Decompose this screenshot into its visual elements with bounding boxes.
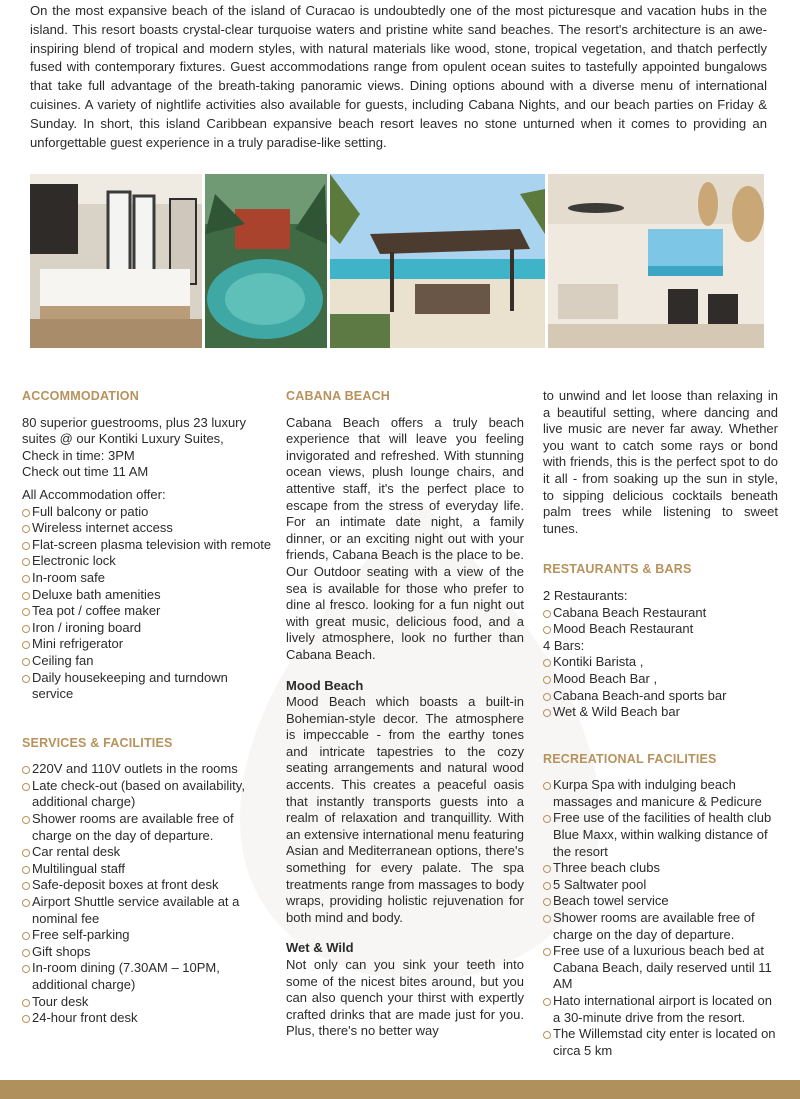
mood-beach-title: Mood Beach <box>286 677 364 693</box>
list-item: Full balcony or patio <box>22 504 272 521</box>
list-item: Mini refrigerator <box>22 636 272 653</box>
list-item: Beach towel service <box>543 893 778 910</box>
list-item: Wireless internet access <box>22 520 272 537</box>
bars-list <box>543 654 778 720</box>
restaurant-interior-photo <box>548 174 764 348</box>
bedroom-photo <box>30 174 202 348</box>
services-list <box>22 761 272 1027</box>
accommodation-list <box>22 504 272 703</box>
accommodation-heading: ACCOMMODATION <box>22 389 139 403</box>
checkin-time: Check in time: 3PM <box>22 447 135 463</box>
list-item: Safe-deposit boxes at front desk <box>22 877 272 894</box>
list-item: Kontiki Barista , <box>543 654 778 671</box>
list-item: Tour desk <box>22 994 272 1011</box>
list-item: Multilingual staff <box>22 861 272 878</box>
list-item: Hato international airport is located on a 30-minute drive from the resort. <box>543 993 778 1026</box>
list-item: Wet & Wild Beach bar <box>543 704 778 721</box>
cabana-text: Cabana Beach offers a truly beach experience that will leave you feeling invigorated and refreshed. With stunning ocean views, plush lounge chairs, and attentive staff, it's the perfect place to escape from the stress of everyday life. For an intimate date night, a family dinner, or an exciting night out with your friends, Cabana Beach is the place to be. Our Outdoor seating with a view of the sea is available for those who prefer to dine al fresco. looking for a fun night out with great music, delicious food, and a lively atmosphere, look no further than Cabana Beach. <box>286 414 524 662</box>
checkout-time: Check out time 11 AM <box>22 464 149 480</box>
list-item: Ceiling fan <box>22 653 272 670</box>
mood-beach-text: Mood Beach which boasts a built-in Bohemian-style decor. The atmosphere is impeccable - from the earthy tones and intricate tapestries to the cozy seating arrangements and natural wood accents. This creates a peaceful oasis that instantly transports guests into a realm of relaxation and tranquillity. With an extensive international menu featuring Asian and Mediterranean options, there's something for every palate. The spa treatments range from massages to body wraps, providing holistic rejuvenation for both mind and body. <box>286 694 524 925</box>
list-item: Shower rooms are available free of charge on the day of departure. <box>543 910 778 943</box>
list-item: Three beach clubs <box>543 860 778 877</box>
list-item: The Willemstad city enter is located on circa 5 km <box>543 1026 778 1059</box>
list-item: Kurpa Spa with indulging beach massages and manicure & Pedicure <box>543 777 778 810</box>
restaurants-label: 2 Restaurants: <box>543 587 628 603</box>
accommodation-offer-label: All Accommodation offer: <box>22 486 166 502</box>
list-item: Airport Shuttle service available at a nominal fee <box>22 894 272 927</box>
footer-band <box>0 1080 800 1099</box>
list-item: Car rental desk <box>22 844 272 861</box>
list-item: Free use of a luxurious beach bed at Cabana Beach, daily reserved until 11 AM <box>543 943 778 993</box>
list-item: 5 Saltwater pool <box>543 877 778 894</box>
recreation-list <box>543 777 778 1059</box>
services-heading: SERVICES & FACILITIES <box>22 735 173 750</box>
list-item: Mood Beach Bar , <box>543 671 778 688</box>
list-item: 220V and 110V outlets in the rooms <box>22 761 272 778</box>
list-item: Late check-out (based on availability, additional charge) <box>22 778 272 811</box>
list-item: In-room safe <box>22 570 272 587</box>
list-item: Electronic lock <box>22 553 272 570</box>
restaurants-heading: RESTAURANTS & BARS <box>543 562 692 577</box>
cabana-heading: CABANA BEACH <box>286 389 391 403</box>
list-item: Deluxe bath amenities <box>22 587 272 604</box>
recreation-heading: RECREATIONAL FACILITIES <box>543 751 717 766</box>
list-item: Shower rooms are available free of charge on the day of departure. <box>22 811 272 844</box>
list-item: 24-hour front desk <box>22 1010 272 1027</box>
beach-cabana-photo <box>330 174 545 348</box>
list-item: Daily housekeeping and turndown service <box>22 670 272 703</box>
wet-wild-text-continued: to unwind and let loose than relaxing in a beautiful setting, where dancing and live music are never far away. Whether you want to catch some rays or bond with friends, this is the perfect spot to do it all - from soaking up the sun in style, to sipping delicious cocktails beneath palm trees while listening to sweet tunes. <box>543 388 778 536</box>
list-item: Free use of the facilities of health club Blue Maxx, within walking distance of the resort <box>543 810 778 860</box>
column-right <box>543 388 778 1059</box>
garden-pool-photo <box>205 174 327 348</box>
list-item: Free self-parking <box>22 927 272 944</box>
column-middle <box>286 388 524 1040</box>
list-item: Tea pot / coffee maker <box>22 603 272 620</box>
bars-label: 4 Bars: <box>543 637 585 653</box>
restaurants-list <box>543 605 778 638</box>
list-item: Cabana Beach Restaurant <box>543 605 778 622</box>
list-item: Flat-screen plasma television with remote <box>22 537 272 554</box>
intro-paragraph: On the most expansive beach of the island of Curacao is undoubtedly one of the most picturesque and vacation hubs in the island. This resort boasts crystal-clear turquoise waters and pristine white sand beaches. The resort's architecture is an awe-inspiring blend of tropical and modern styles, with natural materials like wood, stone, tropical vegetation, and thatch perfectly fused with contemporary fixtures. Guest accommodations range from opulent ocean suites to tastefully appointed bungalows that take full advantage of the breath-taking panoramic views. Dining options abound with a diverse menu of international cuisines. A variety of nightlife activities also available for guests, including Cabana Nights, and our beach parties on Friday & Sunday. In short, this island Caribbean expansive beach resort leaves no stone unturned when it comes to providing an unforgettable guest experience in a truly paradise-like setting. <box>30 3 767 150</box>
accommodation-intro: 80 superior guestrooms, plus 23 luxury suites @ our Kontiki Luxury Suites, <box>22 414 247 447</box>
list-item: Cabana Beach-and sports bar <box>543 688 778 705</box>
list-item: Iron / ironing board <box>22 620 272 637</box>
list-item: Mood Beach Restaurant <box>543 621 778 638</box>
column-left <box>22 388 272 1027</box>
list-item: In-room dining (7.30AM – 10PM, additional charge) <box>22 960 272 993</box>
wet-wild-title: Wet & Wild <box>286 940 354 956</box>
list-item: Gift shops <box>22 944 272 961</box>
wet-wild-text: Not only can you sink your teeth into some of the nicest bites around, but you can also quench your thirst with expertly crafted drinks that are made just for you. Plus, there's no better way <box>286 957 524 1039</box>
